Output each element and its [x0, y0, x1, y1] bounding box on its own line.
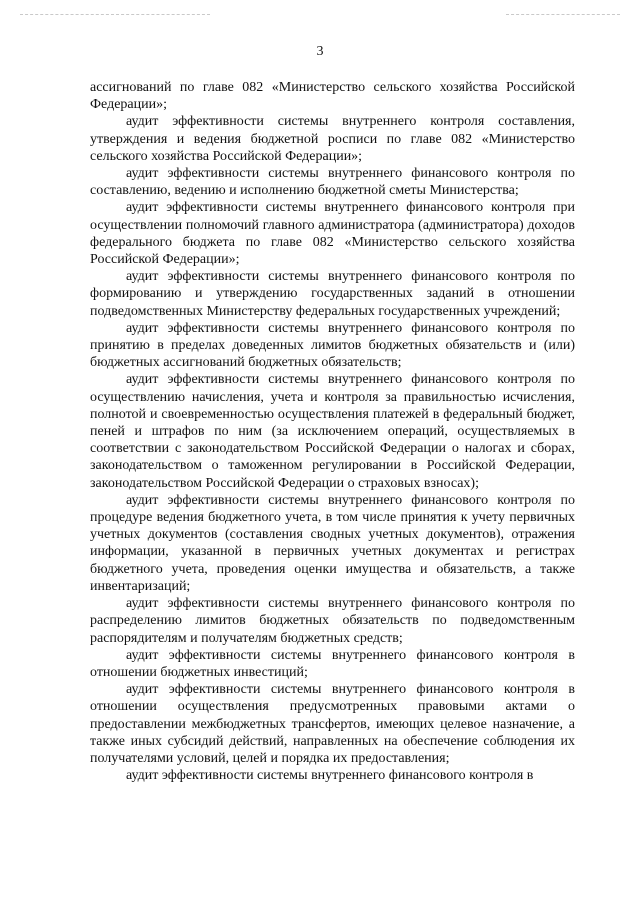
- scan-artifact-line: [506, 14, 620, 15]
- scan-artifact-line: [20, 14, 210, 15]
- page-number: 3: [316, 44, 324, 59]
- document-body: [90, 79, 575, 784]
- paragraph: аудит эффективности системы внутреннего финансового контроля в отношении бюджетных инвестиций;: [90, 647, 575, 680]
- paragraph: аудит эффективности системы внутреннего финансового контроля по осуществлению начисления, учета и контроля за правильностью исчисления, полнотой и своевременностью осуществления платежей в федеральный бюджет, пеней и штрафов по ним (за исключением операций, осуществляемых в соответствии с законодательством Российской Федерации о налогах и сборах, законодательством о таможенном регулировании в Российской Федерации, законодательством Российской Федерации о страховых взносах);: [90, 372, 575, 491]
- paragraph: аудит эффективности системы внутреннего финансового контроля по процедуре ведения бюджетного учета, в том числе принятия к учету первичных учетных документов (составления сводных учетных документов), отражения информации, указанной в первичных учетных документах и регистрах бюджетного учета, проведения оценки имущества и обязательств, а также инвентаризаций;: [90, 492, 575, 594]
- paragraph: аудит эффективности системы внутреннего финансового контроля при осуществлении полномочий главного администратора (администратора) доходов федерального бюджета по главе 082 «Министерство сельского хозяйства Российской Федерации»;: [90, 200, 575, 268]
- paragraph: аудит эффективности системы внутреннего финансового контроля по составлению, ведению и исполнению бюджетной сметы Министерства;: [90, 166, 575, 199]
- paragraph: ассигнований по главе 082 «Министерство сельского хозяйства Российской Федерации»;: [90, 80, 575, 113]
- paragraph: аудит эффективности системы внутреннего контроля составления, утверждения и ведения бюджетной росписи по главе 082 «Министерство сельского хозяйства Российской Федерации»;: [90, 114, 575, 164]
- paragraph: аудит эффективности системы внутреннего финансового контроля в: [126, 768, 534, 784]
- paragraph: аудит эффективности системы внутреннего финансового контроля в отношении осуществления предусмотренных правовыми актами о предоставлении межбюджетных трансфертов, имеющих целевое назначение, а также иных субсидий действий, направленных на обеспечение соблюдения их получателями условий, целей и порядка их предоставления;: [90, 682, 575, 766]
- paragraph: аудит эффективности системы внутреннего финансового контроля по формированию и утверждению государственных заданий в отношении подведомственных Министерству федеральных государственных учреждений;: [90, 269, 575, 319]
- paragraph: аудит эффективности системы внутреннего финансового контроля по распределению лимитов бюджетных обязательств по подведомственным распорядителям и получателям бюджетных средств;: [90, 596, 575, 646]
- paragraph: аудит эффективности системы внутреннего финансового контроля по принятию в пределах доведенных лимитов бюджетных обязательств и (или) бюджетных ассигнований бюджетных обязательств;: [90, 320, 575, 371]
